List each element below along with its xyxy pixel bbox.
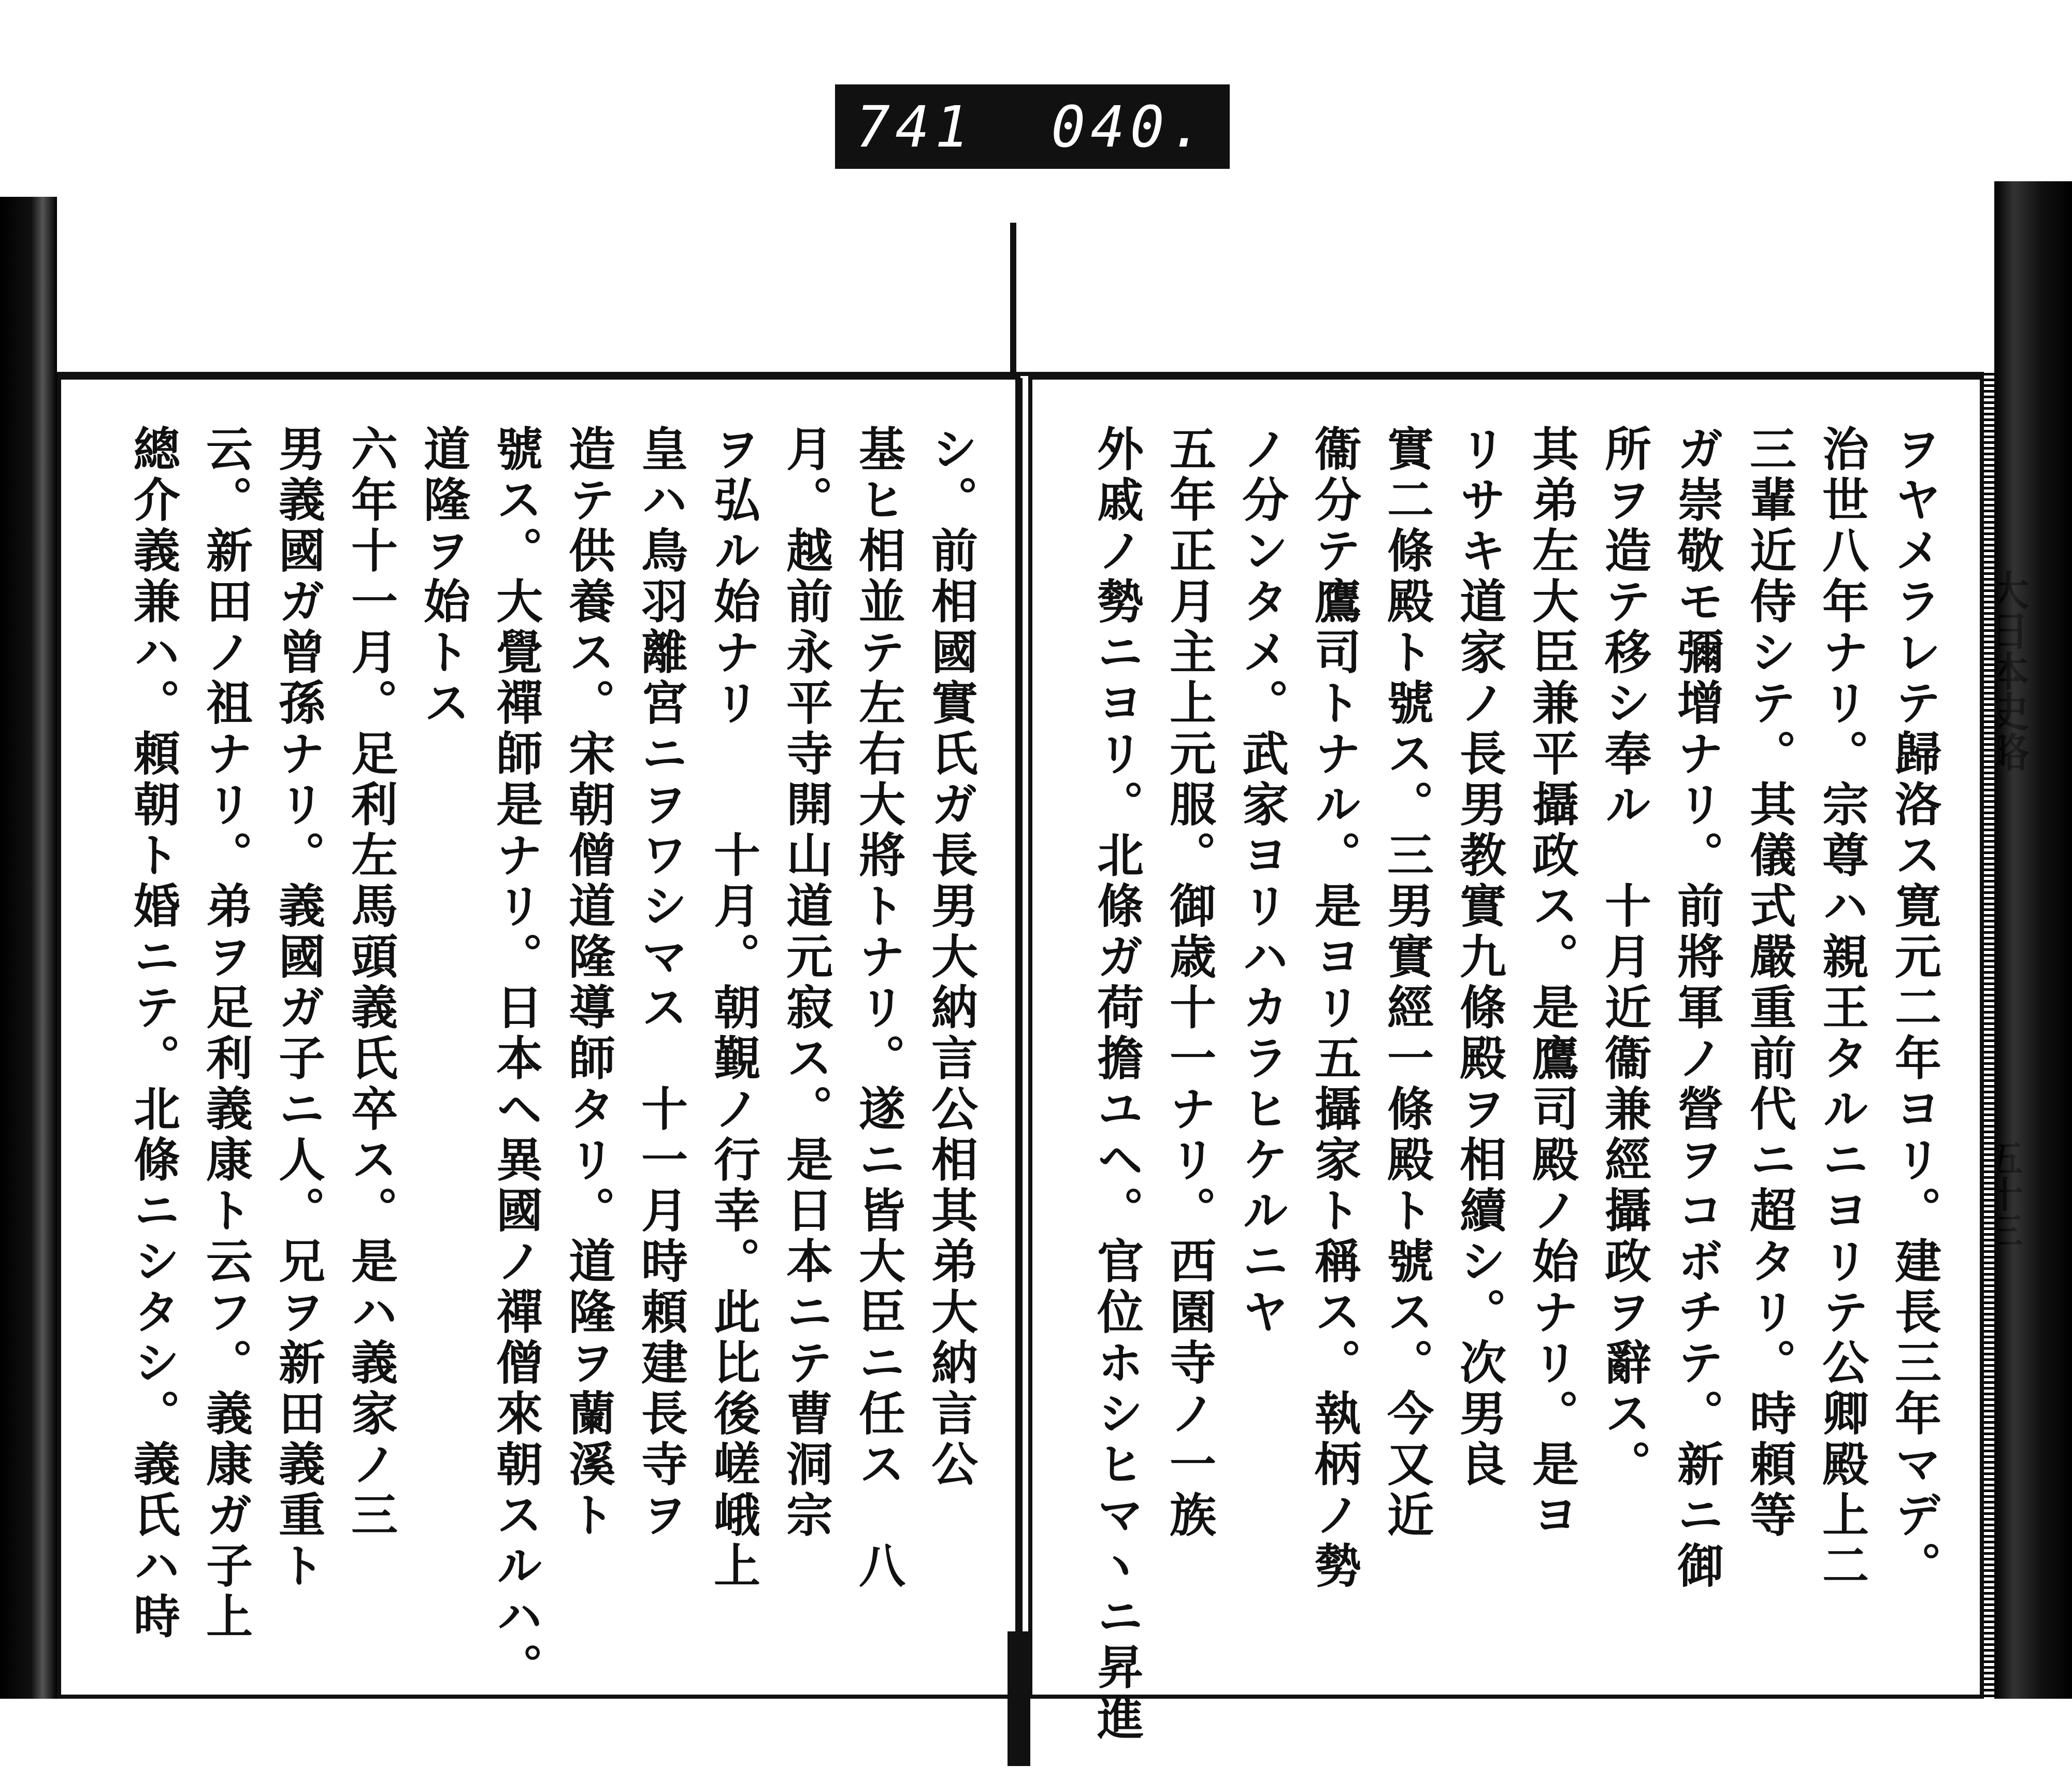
- right-page-column: 所ヲ造テ移シ奉ル 十月近衞兼經攝政ヲ辭ス。: [1596, 425, 1651, 1491]
- right-page-column: リサキ道家ノ長男教實九條殿ヲ相續シ。次男良: [1451, 425, 1506, 1491]
- right-page-column: 衞分テ鷹司トナル。是ヨリ五攝家ト稱ス。執柄ノ勢: [1306, 425, 1361, 1592]
- left-page-column: 造テ供養ス。宋朝僧道隆導師タリ。道隆ヲ蘭溪ト: [560, 425, 615, 1541]
- right-page-column: ヲヤメラレテ歸洛ス寛元二年ヨリ。建長三年マデ。: [1887, 425, 1941, 1592]
- left-page-column: 月。越前永平寺開山道元寂ス。是日本ニテ曹洞宗: [778, 425, 833, 1541]
- right-page-column: 外戚ノ勢ニヨリ。北條ガ荷擔ユヘ。官位ホシヒマヽニ昇進: [1089, 425, 1144, 1744]
- right-page-column: ガ崇敬モ彌增ナリ。前將軍ノ營ヲコボチテ。新ニ御: [1669, 425, 1724, 1592]
- margin-page-number: 五十三: [1981, 1139, 2024, 1248]
- left-page-column: 號ス。大覺禪師是ナリ。日本ヘ異國ノ禪僧來朝スルハ。: [488, 425, 543, 1694]
- left-binding-edge: [0, 197, 57, 1699]
- film-number-left: 741: [856, 93, 974, 160]
- left-page-column: 云。新田ノ祖ナリ。弟ヲ足利義康ト云フ。義康ガ子上: [198, 425, 253, 1643]
- left-page-column: 基ヒ相並テ左右大將トナリ。遂ニ皆大臣ニ任ス 八: [851, 425, 905, 1592]
- left-page-column: 皇ハ鳥羽離宮ニヲワシマス 十一月時頼建長寺ヲ: [633, 425, 688, 1541]
- left-page-column: 六年十一月。足利左馬頭義氏卒ス。是ハ義家ノ三: [343, 425, 398, 1541]
- spine-divider: [1015, 378, 1023, 1709]
- right-page-column: 其弟左大臣兼平攝政ス。是鷹司殿ノ始ナリ。是ヨ: [1524, 425, 1579, 1541]
- spine-divider-top: [1010, 223, 1016, 378]
- left-page-column: 道隆ヲ始トス: [415, 425, 470, 729]
- left-page-column: 總介義兼ハ。頼朝ト婚ニテ。北條ニシタシ。義氏ハ時: [125, 425, 180, 1643]
- film-number-label: [835, 84, 1230, 169]
- left-page-column: シ。前相國實氏ガ長男大納言公相其弟大納言公: [923, 425, 978, 1491]
- left-page-column: ヲ弘ル始ナリ 十月。朝覲ノ行幸。此比後嵯峨上: [706, 425, 760, 1592]
- right-page-column: ノ分ンタメ。武家ヨリハカラヒケルニヤ: [1234, 425, 1289, 1338]
- right-page-column: 實二條殿ト號ス。三男實經一條殿ト號ス。今又近: [1379, 425, 1434, 1541]
- spine-divider-bottom: [1008, 1631, 1030, 1766]
- right-page-column: 治世八年ナリ。宗尊ハ親王タルニヨリテ公卿殿上二: [1814, 425, 1869, 1592]
- right-binding-edge: [1994, 181, 2072, 1699]
- margin-book-title: 大日本史略: [1982, 570, 2029, 772]
- right-page-column: 五年正月主上元服。御歳十一ナリ。西園寺ノ一族: [1161, 425, 1216, 1541]
- left-page-column: 男義國ガ曾孫ナリ。義國ガ子ニ人。兄ヲ新田義重ト: [270, 425, 325, 1592]
- right-page-column: 三輩近侍シテ。其儀式嚴重前代ニ超タリ。時頼等: [1742, 425, 1796, 1541]
- film-number-right: 040.: [1051, 93, 1209, 160]
